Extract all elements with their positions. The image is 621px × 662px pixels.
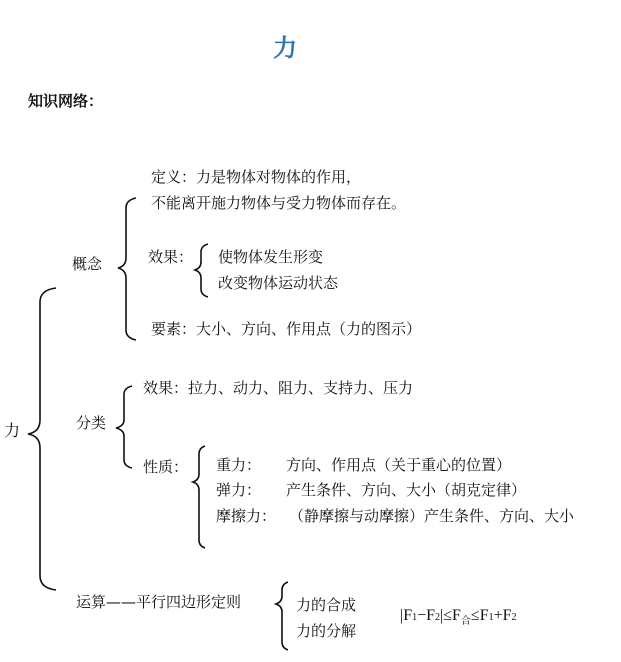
root-brace	[28, 288, 56, 590]
nature-label: 性质：	[143, 458, 189, 476]
effect-label: 效果：	[148, 248, 194, 266]
operation-label: 运算——平行四边形定则	[76, 593, 242, 611]
page-title: 力	[273, 34, 297, 62]
effect-deform: 使物体发生形变	[218, 248, 324, 266]
formula-sub: 2	[435, 612, 441, 623]
force-composition: 力的合成	[296, 596, 357, 614]
effect-brace	[195, 244, 208, 297]
force-decomposition: 力的分解	[296, 622, 357, 640]
nature-brace	[193, 446, 205, 548]
operation-brace	[276, 582, 288, 650]
formula-sub: 1	[488, 612, 494, 623]
friction-desc: （静摩擦与动摩擦）产生条件、方向、大小	[289, 507, 575, 525]
formula-sub: 合	[460, 616, 471, 627]
elastic-name: 弹力：	[216, 481, 262, 499]
root-label: 力	[4, 421, 21, 440]
definition-line-2: 不能离开施力物体与受力物体而存在。	[151, 194, 407, 212]
definition-line-1: 定义：力是物体对物体的作用，	[151, 168, 362, 186]
gravity-desc: 方向、作用点（关于重心的位置）	[286, 456, 512, 474]
effect-motion: 改变物体运动状态	[218, 274, 339, 292]
classification-brace	[116, 386, 132, 468]
elements-line: 要素：大小、方向、作用点（力的图示）	[151, 320, 422, 338]
formula-part: +F	[493, 607, 512, 624]
formula-part: |≤F	[440, 607, 461, 624]
classification-label: 分类	[76, 414, 107, 432]
formula-sub: 1	[412, 612, 418, 623]
formula-sub: 2	[511, 612, 517, 623]
classification-by-effect: 效果：拉力、动力、阻力、支持力、压力	[143, 379, 414, 397]
concept-brace	[118, 198, 136, 340]
elastic-desc: 产生条件、方向、大小（胡克定律）	[286, 481, 527, 499]
section-heading: 知识网络：	[28, 92, 104, 110]
gravity-name: 重力：	[216, 456, 262, 474]
formula-part: ≤F	[470, 607, 489, 624]
friction-name: 摩擦力：	[216, 507, 277, 525]
formula-part: |F	[400, 607, 413, 624]
formula-part: −F	[417, 607, 436, 624]
resultant-inequality	[400, 607, 517, 627]
concept-label: 概念	[72, 255, 103, 273]
